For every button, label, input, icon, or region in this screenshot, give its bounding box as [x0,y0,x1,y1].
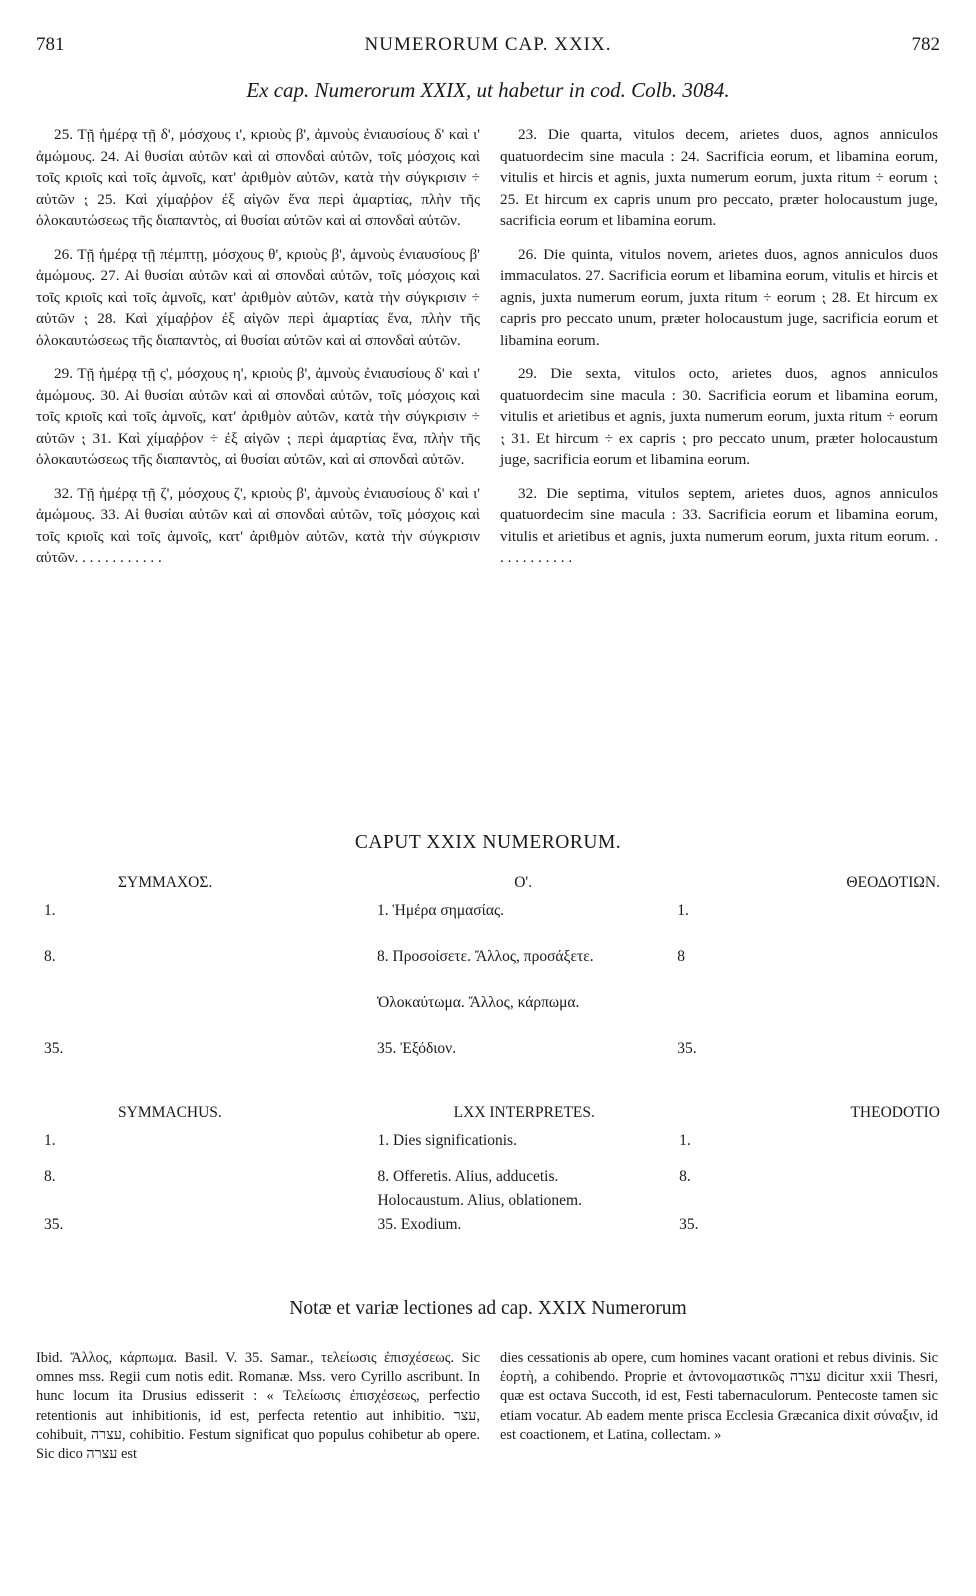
table-row [40,948,940,994]
greek-paragraph: 25. Τῇ ἡμέρᾳ τῇ δ', μόσχους ι', κριοὺς β', ἀμνοὺς ἐνιαυσίους δ' καὶ ι' ἀμώμους. 24. Αἱ θυσίαι αὐτῶν καὶ αἱ σπονδαὶ αὐτῶν, τοῖς μόσχοις καὶ τοῖς κριοῖς καὶ τοῖς ἀμνοῖς, κατ' ἀριθμὸν αὐτῶν, κατὰ τὴν σύγκρισιν ÷ αὐτῶν ⁏ 25. Καὶ χίμαῤῥον ἐξ αἰγῶν ἕνα περὶ ἁμαρτίας, πλὴν τῆς ὁλοκαυτώσεως τῆς διαπαντὸς, αἱ θυσίαι αὐτῶν καὶ αἱ σπονδαὶ αὐτῶν. [36,126,480,229]
greek-hexapla-table [40,874,940,1058]
table-row [40,1132,940,1168]
cell-left [40,1192,373,1216]
cell-mid: 35. Ἐξόδιον. [377,1040,457,1057]
section-subtitle: Ex cap. Numerorum XXIX, ut habetur in cod. Colb. 3084. [246,78,730,102]
table-row [40,1168,940,1192]
notes-title: Notæ et variæ lectiones ad cap. XXIX Numerorum [289,1298,687,1319]
notes-column-right [500,1349,938,1445]
cell-mid: Holocaustum. Alius, oblationem. [377,1192,582,1209]
page-number-right: 782 [911,34,940,55]
column-header-theodotion: THEODOTIO [850,1104,940,1121]
latin-text-column [500,124,938,581]
cell-left: 1. [44,1132,56,1149]
latin-paragraph: 23. Die quarta, vitulos decem, arietes duos, agnos anniculos quatuordecim sine macula : 24. Sacrificia eorum, et libamina eorum, vitulis et hircis et agnis, juxta numerum eorum, juxta ritum ÷ eorum ⁏ 25. Et hircum ex capris unum pro peccato, præter holocaustum juge, sacrificia eorum et libamina eorum. [500,126,938,229]
table-header-row [40,874,940,902]
greek-paragraph: 26. Τῇ ἡμέρᾳ τῇ πέμπτῃ, μόσχους θ', κριοὺς β', ἀμνοὺς ἐνιαυσίους β' ἀμώμους. 27. Αἱ θυσίαι αὐτῶν καὶ αἱ σπονδαὶ αὐτῶν, τοῖς μόσχοις καὶ τοῖς κριοῖς καὶ τοῖς ἀμνοῖς, κατ' ἀριθμὸν αὐτῶν, κατὰ τὴν σύγκρισιν ÷ αὐτῶν ⁏ 28. Καὶ χίμαῤῥον ἐξ αἰγῶν περὶ ἁμαρτίας ἕνα, πλὴν τῆς ὁλοκαυτώσεως τῆς διαπαντὸς, αἱ θυσίαι αὐτῶν καὶ αἱ σπονδαὶ αὐτῶν. [36,245,480,349]
table-row [40,1040,940,1058]
notes-paragraph: Ibid. Ἄλλος, κάρπωμα. Basil. V. 35. Samar., τελείωσις ἐπισχέσεως. Sic omnes mss. Regii cum notis edit. Romanæ. Mss. vero Cyrillo ascribunt. In hunc locum ita Drusius edisserit : « Τελείωσις ἐπισχέσεως, perfectio retentionis aut inhibitionis, id est, perfecta retentio aut inhibitio. עצר, cohibuit, עצרה, cohibitio. Festum significat quo populus cohibetur ab opere. Sic dico עצרה est [36,1350,480,1463]
column-header-lxx: LXX INTERPRETES. [453,1104,595,1121]
cell-left: 35. [44,1216,64,1233]
notes-column-left [36,1349,480,1464]
cell-mid: Ὁλοκαύτωμα. Ἄλλος, κάρπωμα. [377,994,580,1011]
table-row [40,1192,940,1216]
table-header-row [40,1104,940,1132]
cell-left: 8. [44,1168,56,1185]
cell-right: 35. [677,1040,697,1057]
cell-mid: 8. Offeretis. Alius, adducetis. [377,1168,559,1185]
page-number-left: 781 [36,34,65,55]
latin-paragraph: 29. Die sexta, vitulos octo, arietes duos, agnos anniculos quatuordecim sine macula : 30. Sacrificia eorum et libamina eorum, vitulis et arietibus et agnis, juxta numerum eorum, juxta ritum ÷ eorum ⁏ 31. Et hircum ÷ ex capris ⁏ pro peccato unum, præter holocaustum juge, sacrificia eorum et libamina eorum. [500,365,938,468]
cell-left: 1. [44,902,56,919]
cell-right: 1. [677,902,689,919]
latin-paragraph: 26. Die quinta, vitulos novem, arietes duos, agnos anniculos duos immaculatos. 27. Sacrificia eorum et libamina eorum, vitulis et hircis et agnis, juxta numerum eorum, juxta ritum ÷ eorum ⁏ 28. Et hircum ex capris pro peccato unum, præter holocaustum juge, sacrificia eorum et libamina eorum. [500,245,938,349]
greek-text-column [36,124,480,581]
column-header-theodotion: ΘΕΟΔΟΤΙΩΝ. [846,874,940,891]
notes-paragraph: dies cessationis ab opere, cum homines vacant orationi et rebus divinis. Sic ἑορτὴ, a cohibendo. Proprie et ἀντονομαστικῶς עצרה dicitur xxii Thesri, quæ est octava Succoth, id est, Festi tabernaculorum. Pentecoste tamen sic etiam vocatur. Ab eadem mente prisca Ecclesia Græcanica dixit σύναξιν, id est coactionem, et Latina, collectam. » [500,1350,938,1443]
running-header [36,34,940,58]
running-title: NUMERORUM CAP. XXIX. [364,34,612,55]
cell-right [675,1192,940,1216]
cell-right [673,994,940,1040]
table-row [40,902,940,948]
cell-left: 8. [44,948,56,965]
latin-paragraph: 32. Die septima, vitulos septem, arietes duos, agnos anniculos quatuordecim sine macula : 33. Sacrificia eorum et libamina eorum, vitulis et arietibus et agnis, juxta numerum eorum, juxta ritum eorum. . . . . . . . . . . . [500,484,938,566]
cell-mid: 8. Προσοίσετε. Ἄλλος, προσάξετε. [377,948,594,965]
column-header-symmachus: SYMMACHUS. [118,1104,222,1121]
cell-right: 8. [679,1168,691,1185]
cell-mid: 1. Ἡμέρα σημασίας. [377,902,504,919]
cell-mid: 35. Exodium. [377,1216,462,1233]
greek-paragraph: 29. Τῇ ἡμέρᾳ τῇ ς', μόσχους η', κριοὺς β', ἀμνοὺς ἐνιαυσίους δ' καὶ ι' ἀμώμους. 30. Αἱ θυσίαι αὐτῶν καὶ αἱ σπονδαὶ αὐτῶν, τοῖς μόσχοις καὶ τοῖς κριοῖς καὶ τοῖς ἀμνοῖς, κατ' ἀριθμὸν αὐτῶν, κατὰ τὴν σύγκρισιν ÷ αὐτῶν ⁏ 31. Καὶ χίμαῤῥον ÷ ἐξ αἰγῶν ⁏ περὶ ἁμαρτίας ἕνα, πλὴν τῆς ὁλοκαυτώσεως τῆς διαπαντὸς, αἱ θυσίαι αὐτῶν, καὶ αἱ σπονδαὶ αὐτῶν. [36,365,480,468]
table-row [40,1216,940,1234]
greek-paragraph: 32. Τῇ ἡμέρᾳ τῇ ζ', μόσχους ζ', κριοὺς β', ἀμνοὺς ἐνιαυσίους δ' καὶ ι' ἀμώμους. 33. Αἱ θυσίαι αὐτῶν καὶ αἱ σπονδαὶ αὐτῶν, τοῖς μόσχοις καὶ τοῖς κριοῖς καὶ τοῖς ἀμνοῖς, κατ' ἀριθμὸν αὐτῶν, κατὰ τὴν σύγκρισιν αὐτῶν. . . . . . . . . . . . [36,484,480,566]
cell-left [40,994,373,1040]
latin-hexapla-table [40,1104,940,1234]
column-header-lxx: Ο'. [514,874,533,891]
caput-title: CAPUT XXIX NUMERORUM. [354,832,622,853]
cell-right: 8 [677,948,685,965]
cell-mid: 1. Dies significationis. [377,1132,517,1149]
cell-right: 1. [679,1132,691,1149]
table-row [40,994,940,1040]
cell-right: 35. [679,1216,699,1233]
cell-left: 35. [44,1040,64,1057]
column-header-symmachus: ΣΥΜΜΑΧΟΣ. [118,874,213,891]
